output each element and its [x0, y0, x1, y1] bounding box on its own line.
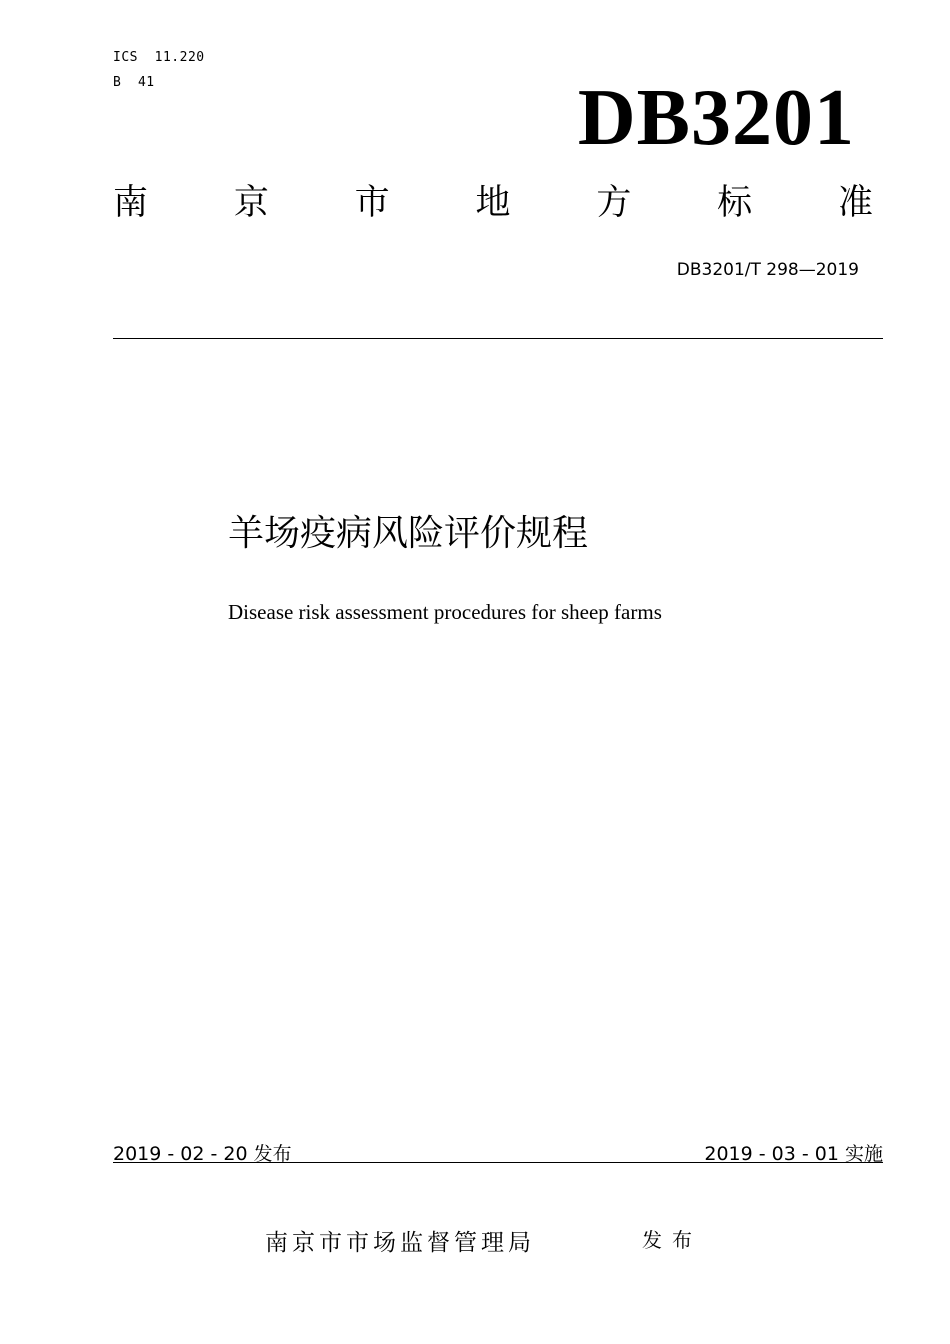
ics-code: ICS 11.220: [113, 50, 205, 65]
publish-date: 2019 - 02 - 20 发布: [113, 1143, 292, 1165]
standard-type-char: 标: [717, 183, 753, 223]
standard-type-char: 准: [837, 183, 873, 223]
standard-type-char: 京: [233, 183, 269, 223]
standard-type-char: 方: [596, 183, 632, 223]
issuing-authority: 南京市市场监督管理局: [265, 1230, 535, 1256]
footer-divider: [113, 1162, 883, 1163]
implement-date: 2019 - 03 - 01 实施: [704, 1143, 883, 1165]
standard-number: DB3201/T 298—2019: [676, 260, 859, 280]
document-title-chinese: 羊场疫病风险评价规程: [228, 513, 589, 554]
document-title-english: Disease risk assessment procedures for sheep farms: [228, 600, 662, 624]
header-divider: [113, 338, 883, 339]
ccs-code: B 41: [113, 75, 155, 90]
standard-logo: DB3201: [577, 74, 855, 162]
standard-type-char: 地: [475, 183, 511, 223]
standard-type-char: 南: [113, 183, 149, 223]
issue-label: 发布: [642, 1228, 702, 1252]
standard-type-char: 市: [354, 183, 390, 223]
standard-type-heading: [113, 183, 873, 223]
